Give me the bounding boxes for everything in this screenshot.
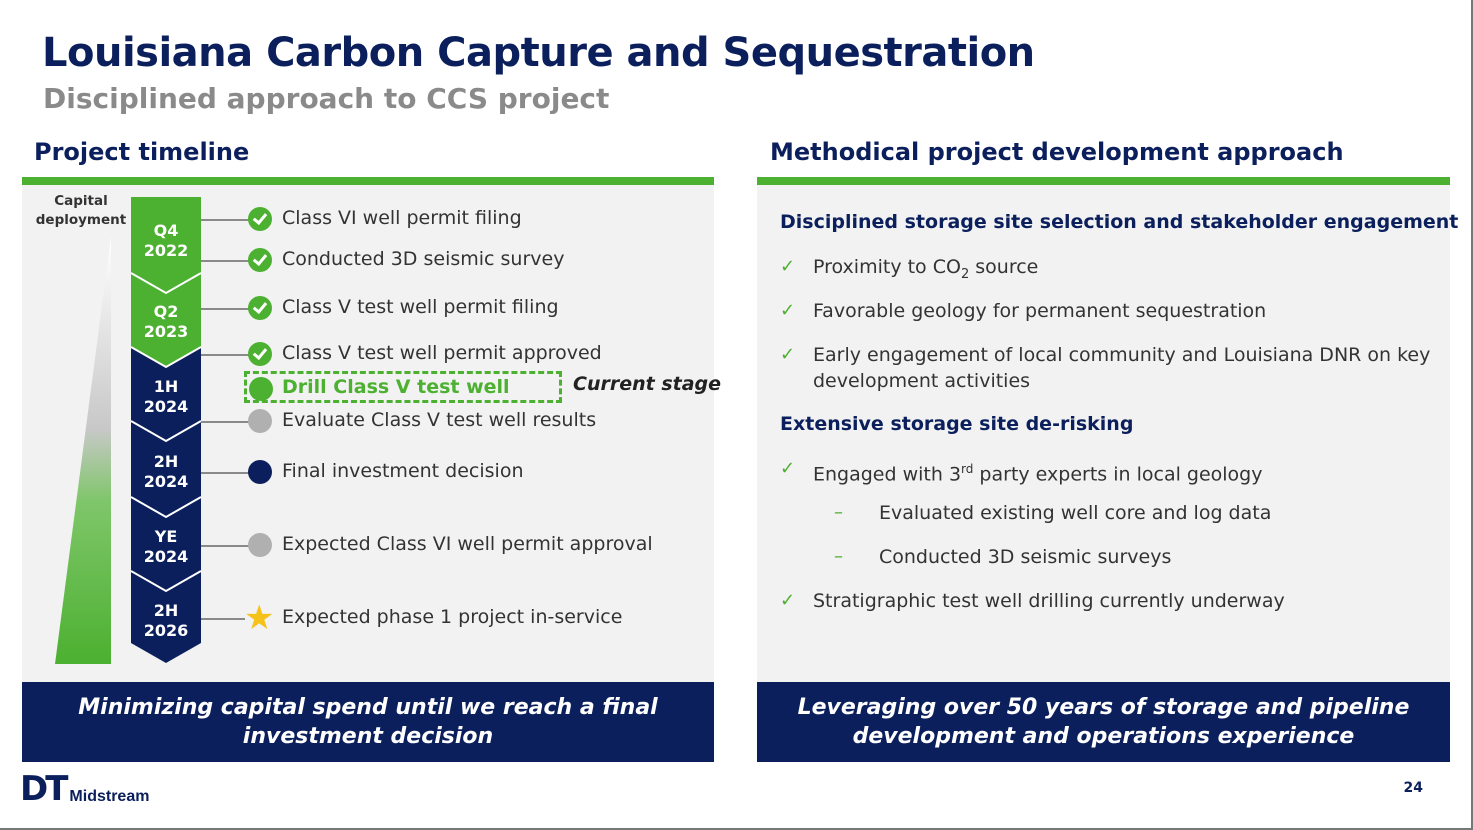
check-circle-icon bbox=[248, 296, 272, 320]
milestone-phase1-in-service: Expected phase 1 project in-service bbox=[282, 606, 623, 628]
check-icon: ✓ bbox=[780, 458, 796, 479]
page-subtitle: Disciplined approach to CCS project bbox=[43, 82, 610, 115]
de-risking-subheading: Extensive storage site de-risking bbox=[780, 413, 1134, 435]
period-label-2h-2026: 2H 2026 bbox=[143, 601, 189, 640]
current-stage-label: Current stage bbox=[573, 373, 722, 395]
bullet-early-engagement: Early engagement of local community and Louisiana DNR on key development activities bbox=[813, 344, 1431, 392]
bullet-stratigraphic-drilling: Stratigraphic test well drilling currently underway bbox=[813, 590, 1285, 612]
logo-mark: DT bbox=[20, 769, 66, 809]
dt-midstream-logo bbox=[20, 769, 150, 809]
check-circle-icon bbox=[248, 207, 272, 231]
check-icon: ✓ bbox=[780, 590, 796, 611]
grey-circle-icon bbox=[248, 533, 272, 557]
star-icon: ★ bbox=[244, 598, 275, 638]
left-footer-callout: Minimizing capital spend until we reach a final investment decision bbox=[22, 682, 714, 762]
milestone-drill-test-well: Drill Class V test well bbox=[282, 376, 510, 398]
milestone-connector bbox=[201, 545, 249, 547]
milestone-connector bbox=[201, 618, 245, 620]
period-label-1h-2024: 1H 2024 bbox=[143, 377, 189, 416]
capital-deployment-wedge bbox=[50, 236, 112, 664]
milestone-connector bbox=[201, 308, 249, 310]
bullet-3d-seismic-surveys: Conducted 3D seismic surveys bbox=[879, 546, 1172, 568]
period-label-q2-2023: Q2 2023 bbox=[143, 302, 189, 341]
milestone-connector bbox=[201, 354, 249, 356]
milestone-connector bbox=[201, 219, 249, 221]
methodical-approach-heading: Methodical project development approach bbox=[770, 138, 1344, 166]
bullet-well-core-data: Evaluated existing well core and log data bbox=[879, 502, 1272, 524]
bullet-third-party-experts: Engaged with 3rd party experts in local geology bbox=[813, 462, 1263, 486]
right-green-rule bbox=[757, 177, 1450, 185]
period-label-ye-2024: YE 2024 bbox=[143, 527, 189, 566]
milestone-evaluate-results: Evaluate Class V test well results bbox=[282, 409, 597, 431]
check-icon: ✓ bbox=[780, 256, 796, 277]
milestone-connector bbox=[201, 421, 249, 423]
milestone-class-vi-permit-approval: Expected Class VI well permit approval bbox=[282, 533, 653, 555]
milestone-class-v-permit-approved: Class V test well permit approved bbox=[282, 342, 602, 364]
check-icon: ✓ bbox=[780, 300, 796, 321]
timeline-chevrons bbox=[131, 197, 203, 665]
milestone-3d-seismic-survey: Conducted 3D seismic survey bbox=[282, 248, 565, 270]
right-footer-callout: Leveraging over 50 years of storage and pipeline development and operations experience bbox=[757, 682, 1450, 762]
green-circle-icon bbox=[249, 377, 273, 401]
dash-icon: – bbox=[834, 502, 843, 523]
period-label-q4-2022: Q4 2022 bbox=[143, 221, 189, 260]
page-title: Louisiana Carbon Capture and Sequestration bbox=[42, 30, 1035, 76]
dash-icon: – bbox=[834, 546, 843, 567]
logo-text: Midstream bbox=[69, 788, 150, 805]
check-icon: ✓ bbox=[780, 344, 796, 365]
milestone-connector bbox=[201, 472, 249, 474]
milestone-class-vi-permit-filing: Class VI well permit filing bbox=[282, 207, 522, 229]
capital-deployment-label: Capital deployment bbox=[35, 193, 127, 228]
check-circle-icon bbox=[248, 248, 272, 272]
page-number: 24 bbox=[1403, 780, 1423, 796]
period-label-2h-2024: 2H 2024 bbox=[143, 452, 189, 491]
project-timeline-heading: Project timeline bbox=[34, 138, 250, 166]
left-green-rule bbox=[22, 177, 714, 185]
grey-circle-icon bbox=[248, 409, 272, 433]
milestone-class-v-permit-filing: Class V test well permit filing bbox=[282, 296, 559, 318]
milestone-connector bbox=[201, 260, 249, 262]
bullet-proximity-co2: Proximity to $CO_2$ source bbox=[813, 256, 1039, 282]
check-circle-icon bbox=[248, 342, 272, 366]
bullet-favorable-geology: Favorable geology for permanent sequestration bbox=[813, 300, 1267, 322]
site-selection-subheading: Disciplined storage site selection and stakeholder engagement bbox=[780, 211, 1459, 233]
milestone-final-investment-decision: Final investment decision bbox=[282, 460, 524, 482]
navy-circle-icon bbox=[248, 460, 272, 484]
